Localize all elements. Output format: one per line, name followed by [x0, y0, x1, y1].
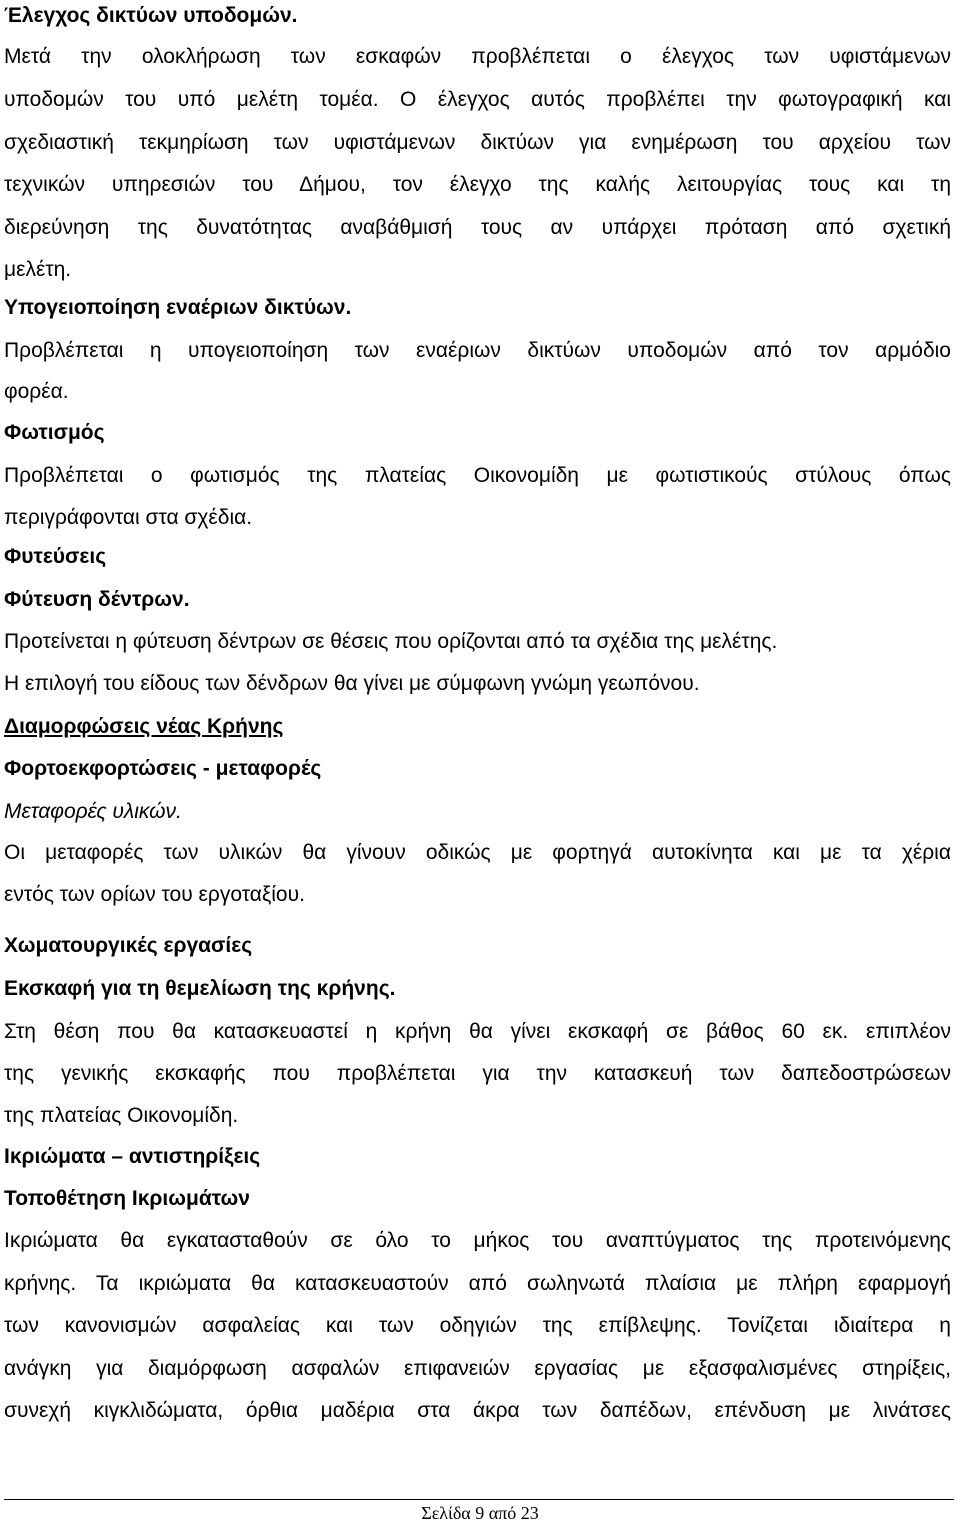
lighting-heading: Φωτισμός: [4, 421, 105, 444]
earthworks-heading: Χωματουργικές εργασίες: [4, 934, 253, 957]
excavation-heading: Εκσκαφή για τη θεμελίωση της κρήνης.: [4, 977, 396, 1000]
networks-check-heading: Έλεγχος δικτύων υποδομών.: [4, 4, 298, 27]
loading-heading: Φορτοεκφορτώσεις - μεταφορές: [4, 757, 322, 780]
page-number: Σελίδα 9 από 23: [421, 1503, 539, 1523]
undergrounding-heading: Υπογειοποίηση εναέριων δικτύων.: [4, 296, 352, 319]
paragraph-line: των κανονισμών ασφαλείας και των οδηγιών της επίβλεψης. Τονίζεται ιδιαίτερα η: [4, 1314, 951, 1337]
fountain-heading: Διαμορφώσεις νέας Κρήνης: [4, 715, 284, 738]
plantings-heading: Φυτεύσεις: [4, 545, 107, 568]
paragraph-line: περιγράφονται στα σχέδια.: [4, 506, 253, 529]
tree-planting-heading: Φύτευση δέντρων.: [4, 588, 190, 611]
materials-transport-heading: Μεταφορές υλικών.: [4, 800, 182, 823]
paragraph-line: διερεύνηση της δυνατότητας αναβάθμισή τους αν υπάρχει πρόταση από σχετική: [4, 216, 951, 239]
paragraph-line: της γενικής εκσκαφής που προβλέπεται για την κατασκευή των δαπεδοστρώσεων: [4, 1062, 951, 1085]
scaffold-install-heading: Τοποθέτηση Ικριωμάτων: [4, 1187, 250, 1210]
paragraph-line: κρήνης. Τα ικριώματα θα κατασκευαστούν από σωληνωτά πλαίσια με πλήρη εφαρμογή: [4, 1272, 951, 1295]
paragraph-line: Η επιλογή του είδους των δένδρων θα γίνει με σύμφωνη γνώμη γεωπόνου.: [4, 672, 700, 695]
paragraph-line: ανάγκη για διαμόρφωση ασφαλών επιφανειών εργασίας με εξασφαλισμένες στηρίξεις,: [4, 1357, 951, 1380]
paragraph-line: Ικριώματα θα εγκατασταθούν σε όλο το μήκος του αναπτύγματος της προτεινόμενης: [4, 1229, 951, 1252]
paragraph-line: συνεχή κιγκλιδώματα, όρθια μαδέρια στα άκρα των δαπέδων, επένδυση με λινάτσες: [4, 1399, 951, 1422]
paragraph-line: Οι μεταφορές των υλικών θα γίνουν οδικώς με φορτηγά αυτοκίνητα και με τα χέρια: [4, 841, 951, 864]
paragraph-line: υποδομών του υπό μελέτη τομέα. Ο έλεγχος αυτός προβλέπει την φωτογραφική και: [4, 88, 951, 111]
footer-divider: [4, 1499, 954, 1500]
paragraph-line: εντός των ορίων του εργοταξίου.: [4, 883, 305, 906]
paragraph-line: Προβλέπεται η υπογειοποίηση των εναέριων δικτύων υποδομών από τον αρμόδιο: [4, 339, 951, 362]
scaffolding-heading: Ικριώματα – αντιστηρίξεις: [4, 1145, 261, 1168]
paragraph-line: Προβλέπεται ο φωτισμός της πλατείας Οικονομίδη με φωτιστικούς στύλους όπως: [4, 464, 951, 487]
paragraph-line: φορέα.: [4, 380, 69, 403]
paragraph-line: τεχνικών υπηρεσιών του Δήμου, τον έλεγχο της καλής λειτουργίας τους και τη: [4, 173, 951, 196]
paragraph-line: Στη θέση που θα κατασκευαστεί η κρήνη θα γίνει εκσκαφή σε βάθος 60 εκ. επιπλέον: [4, 1020, 951, 1043]
paragraph-line: της πλατείας Οικονομίδη.: [4, 1104, 239, 1127]
paragraph-line: μελέτη.: [4, 258, 72, 281]
paragraph-line: σχεδιαστική τεκμηρίωση των υφιστάμενων δικτύων για ενημέρωση του αρχείου των: [4, 131, 951, 154]
paragraph-line: Μετά την ολοκλήρωση των εσκαφών προβλέπεται ο έλεγχος των υφιστάμενων: [4, 45, 951, 68]
paragraph-line: Προτείνεται η φύτευση δέντρων σε θέσεις που ορίζονται από τα σχέδια της μελέτης.: [4, 630, 778, 653]
